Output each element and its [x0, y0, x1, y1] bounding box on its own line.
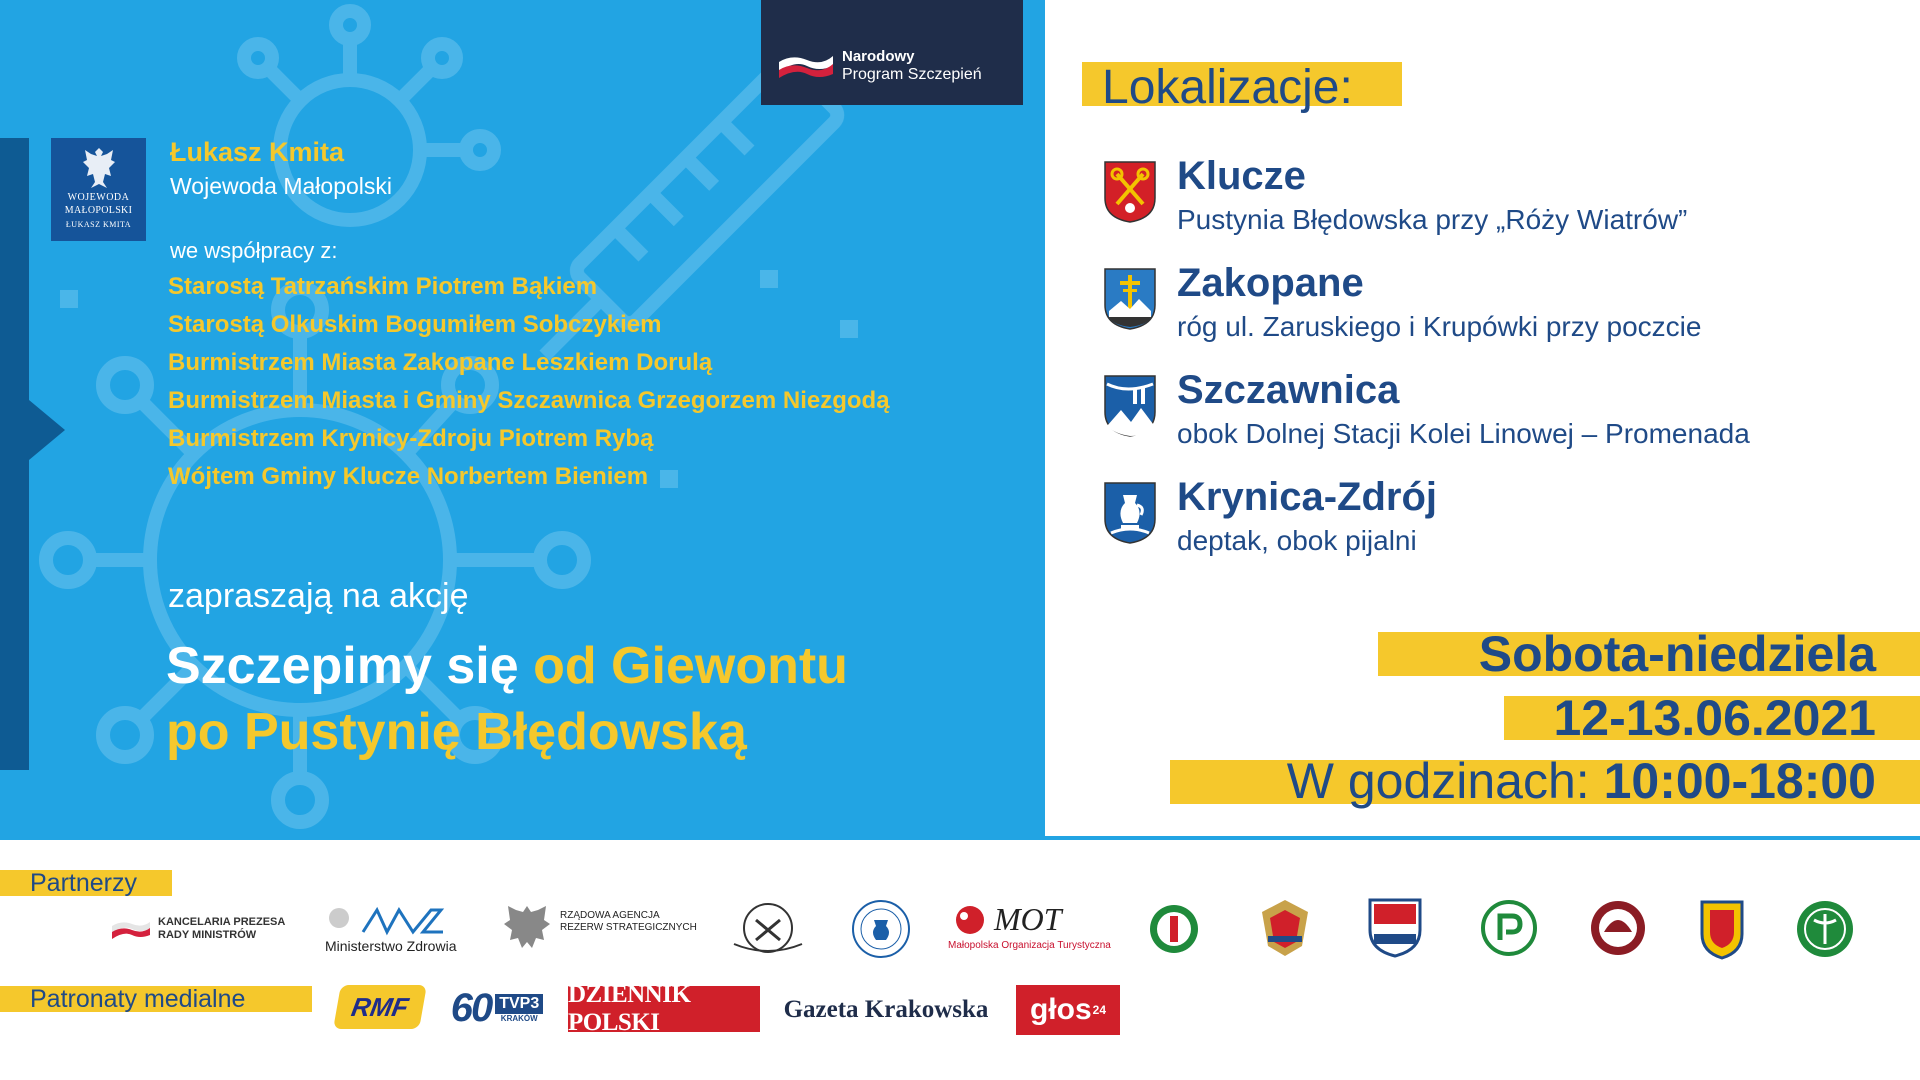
mot-logo-mark [948, 896, 1108, 938]
tvp3-krakow-logo [441, 982, 553, 1034]
side-accent-bar [0, 138, 29, 770]
cooperation-partner: Starostą Olkuskim Bogumiłem Sobczykiem [168, 311, 662, 338]
cooperation-partner: Burmistrzem Miasta i Gminy Szczawnica Grzegorzem Niezgodą [168, 387, 890, 414]
wojewoda-logo-line3: ŁUKASZ KMITA [65, 220, 132, 229]
polish-flag-icon [777, 52, 835, 78]
hours-value: 10:00-18:00 [1603, 753, 1876, 809]
schedule-hours [1287, 752, 1876, 810]
polish-eagle-icon [81, 146, 117, 190]
headline-part2: od Giewontu [533, 637, 848, 695]
headline-part3: po Pustynię Błędowską [166, 703, 747, 761]
szczawnica-crest-icon [1103, 374, 1157, 438]
cooperation-list [168, 272, 890, 500]
location-address: obok Dolnej Stacji Kolei Linowej – Promenada [1177, 418, 1750, 449]
rars-logo-text: RZĄDOWA AGENCJA REZERW STRATEGICZNYCH [560, 910, 697, 933]
invite-text: zapraszają na akcję [168, 577, 469, 615]
host-name: Łukasz Kmita [170, 137, 345, 167]
cooperation-partner: Burmistrzem Miasta Zakopane Leszkiem Dorulą [168, 349, 713, 376]
cooperation-partner: Burmistrzem Krynicy-Zdroju Piotrem Rybą [168, 425, 654, 452]
side-accent-arrow [29, 400, 65, 460]
mountain-rescue-badge-icon [1588, 898, 1648, 958]
state-forests-badge-icon [1480, 898, 1538, 958]
host-role: Wojewoda Małopolski [170, 173, 393, 199]
cooperation-partner: Wójtem Gminy Klucze Norbertem Bieniem [168, 463, 649, 490]
tvp3-logo-number: 60 [450, 985, 492, 1030]
tvp3-label [495, 994, 543, 1023]
left-panel [0, 0, 1045, 840]
mz-logo-text: Ministerstwo Zdrowia [325, 938, 457, 954]
locations-title: Lokalizacje: [1102, 61, 1353, 114]
kopalnia-soli-wieliczka-seal-icon [728, 896, 808, 960]
glos24-logo-text: głos [1029, 993, 1092, 1026]
nps-logo-line2: Program Szczepień [842, 66, 982, 83]
polish-eagle-icon [502, 902, 552, 954]
wojewoda-logo-line1: WOJEWODA [67, 192, 130, 203]
cooperation-intro: we współpracy z: [170, 238, 338, 263]
location-item-szczawnica [1103, 368, 1883, 464]
dziennik-polski-logo: DZIENNIK POLSKI [568, 986, 760, 1032]
headline [166, 633, 848, 765]
uzdrowisko-krynica-seal-icon [850, 898, 912, 960]
nps-logo-line1: Narodowy [842, 48, 915, 65]
location-address: deptak, obok pijalni [1177, 525, 1417, 556]
municipal-guard-badge-icon [1698, 898, 1746, 960]
polish-flag-icon [110, 918, 152, 940]
mz-eagle-mark-icon [325, 904, 465, 936]
schedule-dates: 12-13.06.2021 [1553, 690, 1876, 746]
location-item-krynica [1103, 475, 1883, 571]
rars-logo [502, 900, 702, 956]
krynica-crest-icon [1103, 481, 1157, 545]
location-name: Klucze [1177, 154, 1306, 198]
mot-logo [948, 896, 1111, 962]
location-item-klucze [1103, 154, 1883, 250]
glos24-logo-sup: 24 [1092, 1003, 1107, 1017]
headline-part1: Szczepimy się [166, 637, 534, 695]
section-divider [1045, 836, 1920, 840]
transport-inspection-badge-icon [1794, 898, 1856, 960]
wojewoda-logo-line2: MAŁOPOLSKI [64, 205, 133, 216]
location-address: Pustynia Błędowska przy „Róży Wiatrów” [1177, 204, 1688, 235]
partners-label: Partnerzy [30, 869, 137, 897]
tvp3-logo-name: TVP3 [495, 994, 543, 1014]
fire-service-badge-icon [1258, 898, 1312, 958]
cooperation-partner: Starostą Tatrzańskim Piotrem Bąkiem [168, 273, 598, 300]
location-name: Krynica-Zdrój [1177, 475, 1438, 519]
border-guard-badge-icon [1148, 900, 1200, 958]
klucze-crest-icon [1103, 160, 1157, 224]
police-badge-icon [1366, 894, 1424, 958]
media-label: Patronaty medialne [30, 985, 246, 1013]
gazeta-krakowska-logo: Gazeta Krakowska [783, 996, 989, 1023]
mot-logo-mark-text: MOT [994, 901, 1062, 937]
location-address: róg ul. Zaruskiego i Krupówki przy poczcie [1177, 311, 1702, 342]
ministerstwo-zdrowia-logo [325, 902, 465, 958]
location-name: Zakopane [1177, 261, 1364, 305]
kprm-logo [110, 912, 300, 948]
location-name: Szczawnica [1177, 368, 1400, 412]
rmf-logo: RMF [333, 985, 427, 1029]
kprm-logo-text: KANCELARIA PREZESA RADY MINISTRÓW [158, 916, 286, 941]
schedule-days: Sobota-niedziela [1478, 626, 1876, 682]
wojewoda-logo [51, 138, 146, 241]
mot-logo-text: Małopolska Organizacja Turystyczna [948, 940, 1111, 951]
glos24-logo [1016, 985, 1120, 1035]
tvp3-logo-city: KRAKÓW [500, 1013, 538, 1023]
hours-label: W godzinach: [1286, 753, 1604, 809]
narodowy-program-szczepien-logo [761, 0, 1023, 105]
zakopane-crest-icon [1103, 267, 1157, 331]
location-item-zakopane [1103, 261, 1883, 357]
